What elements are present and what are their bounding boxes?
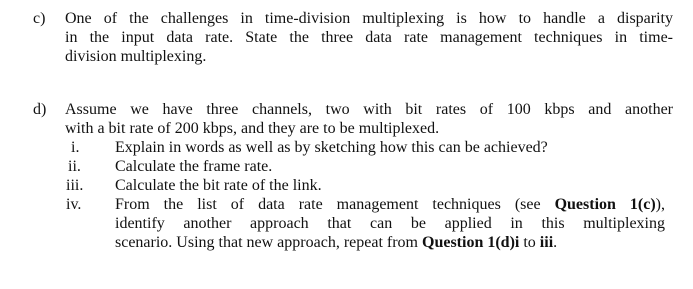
subitem-i-number: i.	[71, 139, 80, 156]
subitem-iv-question-ref-iii: iii	[539, 234, 554, 251]
subitem-iv	[65, 195, 665, 252]
question-d-subitems	[65, 138, 665, 252]
question-c-line-3: division multiplexing.	[65, 48, 207, 65]
subitem-iv-line-2: identify another approach that can be applied in this multiplexing	[115, 215, 665, 232]
question-d-line-2: with a bit rate of 200 kbps, and they are to be multiplexed.	[65, 120, 440, 137]
subitem-iv-line-1	[115, 195, 665, 214]
subitem-iv-question-ref-1c: Question 1(c)	[554, 196, 656, 213]
subitem-iv-line-1-end: ),	[655, 196, 665, 213]
question-c-text	[65, 9, 673, 66]
subitem-iv-line-3-text: scenario. Using that new approach, repeat from	[115, 234, 422, 251]
subitem-ii-number: ii.	[68, 158, 81, 175]
subitem-iii-text: Calculate the bit rate of the link.	[115, 177, 322, 194]
question-d	[33, 100, 673, 138]
subitem-i-text: Explain in words as well as by sketching how this can be achieved?	[115, 139, 548, 156]
subitem-ii-text: Calculate the frame rate.	[115, 158, 273, 175]
subitem-ii	[65, 157, 665, 176]
question-d-line-1: Assume we have three channels, two with bit rates of 100 kbps and another	[65, 101, 673, 118]
question-c-line-1: One of the challenges in time-division multiplexing is how to handle a disparity	[65, 10, 673, 27]
subitem-iv-line-3-end: .	[553, 234, 558, 251]
subitem-iv-line-3	[115, 233, 665, 252]
question-d-label: d)	[33, 101, 47, 118]
question-c-label: c)	[33, 10, 46, 27]
subitem-iv-line-1-text: From the list of data rate management techniques (see	[115, 196, 555, 213]
question-d-text	[65, 100, 673, 138]
question-c-line-2: in the input data rate. State the three data rate management techniques in time-	[65, 29, 673, 46]
subitem-iv-question-ref-1di: Question 1(d)i	[422, 234, 520, 251]
question-c	[33, 9, 673, 66]
subitem-i	[65, 138, 665, 157]
subitem-iv-line-3-mid: to	[519, 234, 540, 251]
subitem-iii-number: iii.	[66, 177, 84, 194]
subitem-iv-number: iv.	[66, 196, 82, 213]
subitem-iii	[65, 176, 665, 195]
